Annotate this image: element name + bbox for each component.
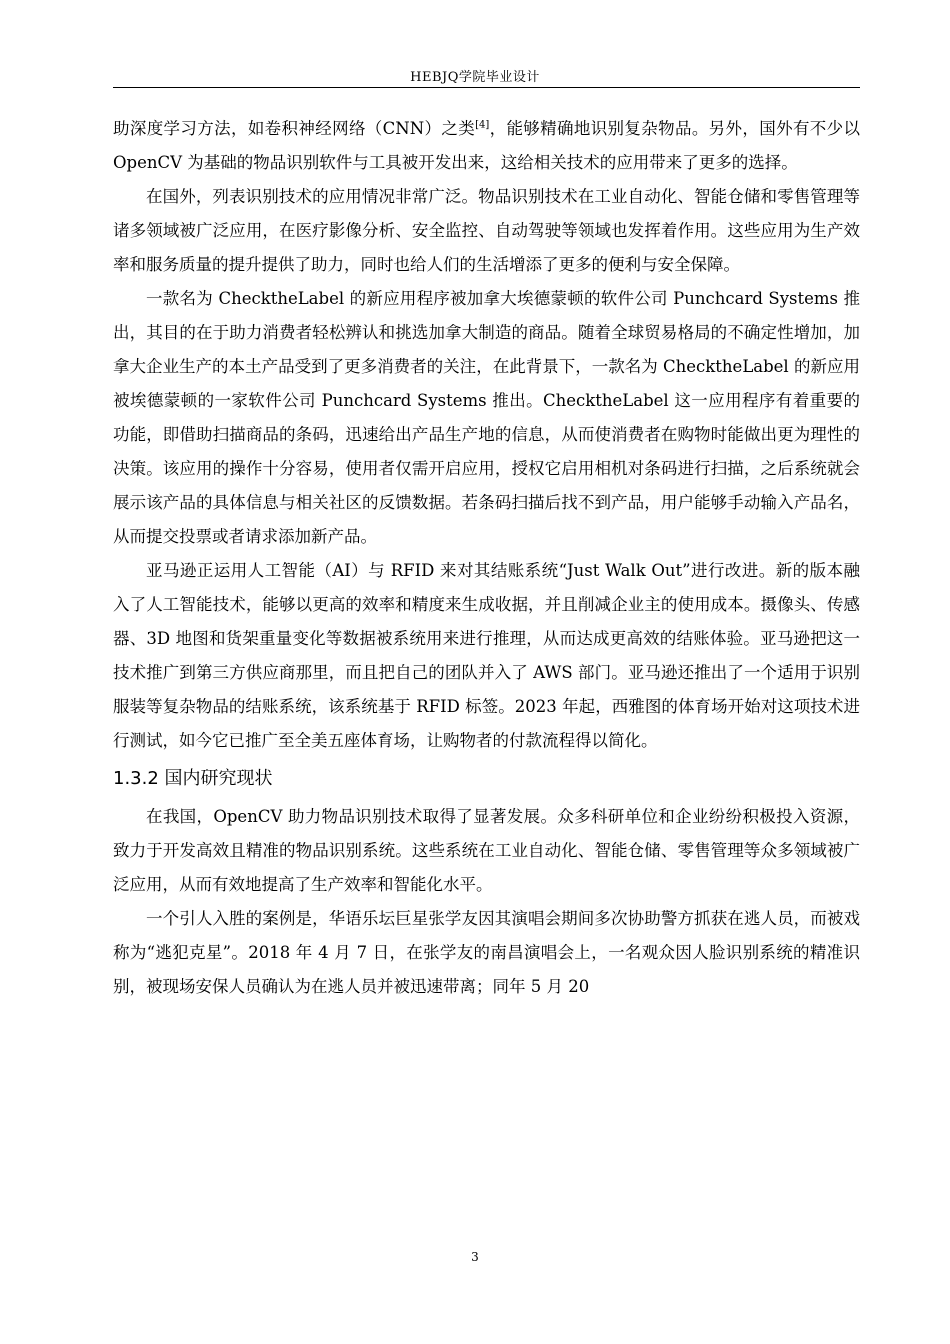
paragraph-text: 助深度学习方法，如卷积神经网络（CNN）之类 (113, 119, 476, 138)
paragraph-checkthelabel: 一款名为 ChecktheLabel 的新应用程序被加拿大埃德蒙顿的软件公司 Punchcard Systems 推出，其目的在于助力消费者轻松辨认和挑选加拿大制造的商品。随着全球贸易格局的不确定性增加，加拿大企业生产的本土产品受到了更多消费者的关注，在此背景下，一款名为 ChecktheLabel 的新应用被埃德蒙顿的一家软件公司 Punchcard Systems 推出。ChecktheLabel 这一应用程序有着重要的功能，即借助扫描商品的条码，迅速给出产品生产地的信息，从而使消费者在购物时能做出更为理性的决策。该应用的操作十分容易，使用者仅需开启应用，授权它启用相机对条码进行扫描，之后系统就会展示该产品的具体信息与相关社区的反馈数据。若条码扫描后找不到产品，用户能够手动输入产品名，从而提交投票或者请求添加新产品。 (113, 289, 860, 546)
paragraph-text: ，能够精确地识别复杂物品。另外，国外有不少以 OpenCV 为基础的物品识别软件与工具被开发出来，这给相关技术的应用带来了更多的选择。 (113, 119, 861, 172)
document-body (113, 112, 860, 1004)
header-divider (113, 87, 860, 88)
paragraph-amazon: 亚马逊正运用人工智能（AI）与 RFID 来对其结账系统“Just Walk Out”进行改进。新的版本融入了人工智能技术，能够以更高的效率和精度来生成收据，并且削减企业主的使用成本。摄像头、传感器、3D 地图和货架重量变化等数据被系统用来进行推理，从而达成更高效的结账体验。亚马逊把这一技术推广到第三方供应商那里，而且把自己的团队并入了 AWS 部门。亚马逊还推出了一个适用于识别服装等复杂物品的结账系统，该系统基于 RFID 标签。2023 年起，西雅图的体育场开始对这项技术进行测试，如今它已推广至全美五座体育场，让购物者的付款流程得以简化。 (113, 561, 860, 750)
section-heading: 1.3.2 国内研究现状 (113, 768, 273, 789)
paragraph-case-study: 一个引人入胜的案例是，华语乐坛巨星张学友因其演唱会期间多次协助警方抓获在逃人员，而被戏称为“逃犯克星”。2018 年 4 月 7 日，在张学友的南昌演唱会上，一名观众因人脸识别系统的精准识别，被现场安保人员确认为在逃人员并被迅速带离；同年 5 月 20 (113, 909, 860, 996)
paragraph-continuation (113, 112, 860, 180)
page-header: HEBJQ学院毕业设计 (410, 70, 540, 85)
page-number: 3 (471, 1250, 479, 1264)
paragraph-foreign-applications: 在国外，列表识别技术的应用情况非常广泛。物品识别技术在工业自动化、智能仓储和零售管理等诸多领域被广泛应用，在医疗影像分析、安全监控、自动驾驶等领域也发挥着作用。这些应用为生产效率和服务质量的提升提供了助力，同时也给人们的生活增添了更多的便利与安全保障。 (113, 187, 860, 274)
paragraph-domestic: 在我国，OpenCV 助力物品识别技术取得了显著发展。众多科研单位和企业纷纷积极投入资源，致力于开发高效且精准的物品识别系统。这些系统在工业自动化、智能仓储、零售管理等众多领域被广泛应用，从而有效地提高了生产效率和智能化水平。 (113, 807, 860, 894)
citation-ref: [4] (475, 119, 490, 131)
